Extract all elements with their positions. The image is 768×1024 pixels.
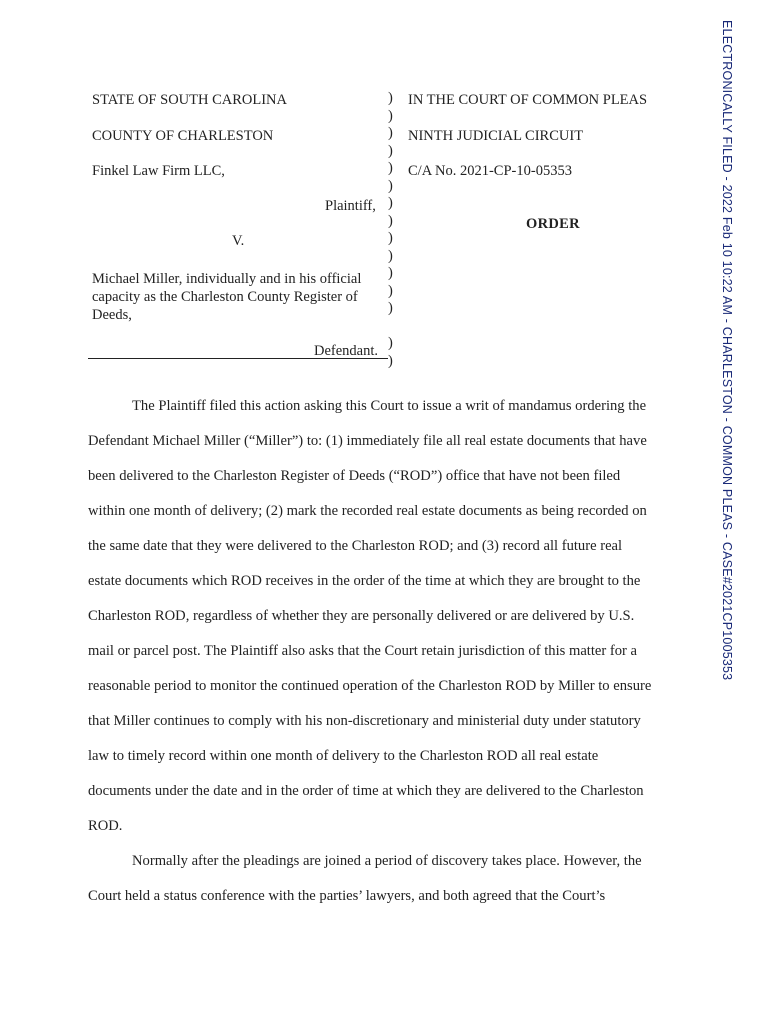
body-line: documents under the date and in the order of time at which they are delivered to the Charleston	[88, 783, 644, 799]
caption-divider	[388, 90, 393, 370]
county-name: COUNTY OF CHARLESTON	[92, 128, 274, 144]
body-line: Court held a status conference with the parties’ lawyers, and both agreed that the Court’s	[88, 888, 606, 904]
caption-underline	[88, 358, 388, 359]
body-line: Normally after the pleadings are joined a period of discovery takes place. However, the	[132, 853, 642, 869]
caption-paren: )	[388, 177, 393, 194]
court-name: IN THE COURT OF COMMON PLEAS	[408, 92, 648, 108]
body-line: been delivered to the Charleston Register of Deeds (“ROD”) office that have not been filed	[88, 468, 621, 484]
caption-paren: )	[388, 265, 393, 281]
electronic-filing-stamp: ELECTRONICALLY FILED - 2022 Feb 10 10:22 AM - CHARLESTON - COMMON PLEAS - CASE#2021CP1005353	[720, 20, 734, 681]
caption-paren: )	[388, 247, 393, 264]
body-line: mail or parcel post. The Plaintiff also asks that the Court retain jurisdiction of this matter for a	[88, 643, 638, 659]
case-number: C/A No. 2021-CP-10-05353	[408, 163, 572, 179]
versus: V.	[232, 233, 245, 249]
document-title: ORDER	[526, 216, 580, 232]
caption-paren: )	[388, 212, 393, 229]
caption-paren: )	[388, 107, 393, 124]
body-line: ROD.	[88, 818, 123, 834]
defendant-name-line1: Michael Miller, individually and in his official	[92, 271, 362, 287]
body-line: that Miller continues to comply with his non-discretionary and ministerial duty under statutory	[88, 713, 641, 729]
body-line: the same date that they were delivered to the Charleston ROD; and (3) record all future real	[88, 538, 623, 554]
caption-paren: )	[388, 195, 393, 211]
plaintiff-label: Plaintiff,	[325, 198, 376, 214]
defendant-label: Defendant.	[314, 343, 379, 359]
caption-paren: )	[388, 142, 393, 159]
defendant-name-line2: capacity as the Charleston County Register of	[92, 289, 358, 305]
body-line: The Plaintiff filed this action asking this Court to issue a writ of mandamus ordering the	[132, 398, 647, 414]
caption-paren: )	[388, 90, 393, 106]
state-name: STATE OF SOUTH CAROLINA	[92, 92, 287, 108]
body-line: within one month of delivery; (2) mark the recorded real estate documents as being recorded on	[88, 503, 647, 519]
judicial-circuit: NINTH JUDICIAL CIRCUIT	[408, 128, 584, 144]
caption-paren: )	[388, 352, 393, 369]
body-line: Defendant Michael Miller (“Miller”) to: (1) immediately file all real estate documents that have	[88, 433, 647, 449]
plaintiff-name: Finkel Law Firm LLC,	[92, 163, 225, 179]
body-line: Charleston ROD, regardless of whether they are personally delivered or are delivered by U.S.	[88, 608, 635, 624]
caption-paren: )	[388, 300, 393, 316]
caption-paren: )	[388, 230, 393, 246]
caption-paren: )	[388, 335, 393, 351]
caption-paren: )	[388, 160, 393, 176]
body-line: reasonable period to monitor the continued operation of the Charleston ROD by Miller to ensure	[88, 678, 652, 694]
body-line: estate documents which ROD receives in the order of the time at which they are brought to the	[88, 573, 641, 589]
caption-paren: )	[388, 282, 393, 299]
body-line: law to timely record within one month of delivery to the Charleston ROD all real estate	[88, 748, 599, 764]
defendant-name-line3: Deeds,	[92, 307, 132, 323]
caption-paren: )	[388, 125, 393, 141]
